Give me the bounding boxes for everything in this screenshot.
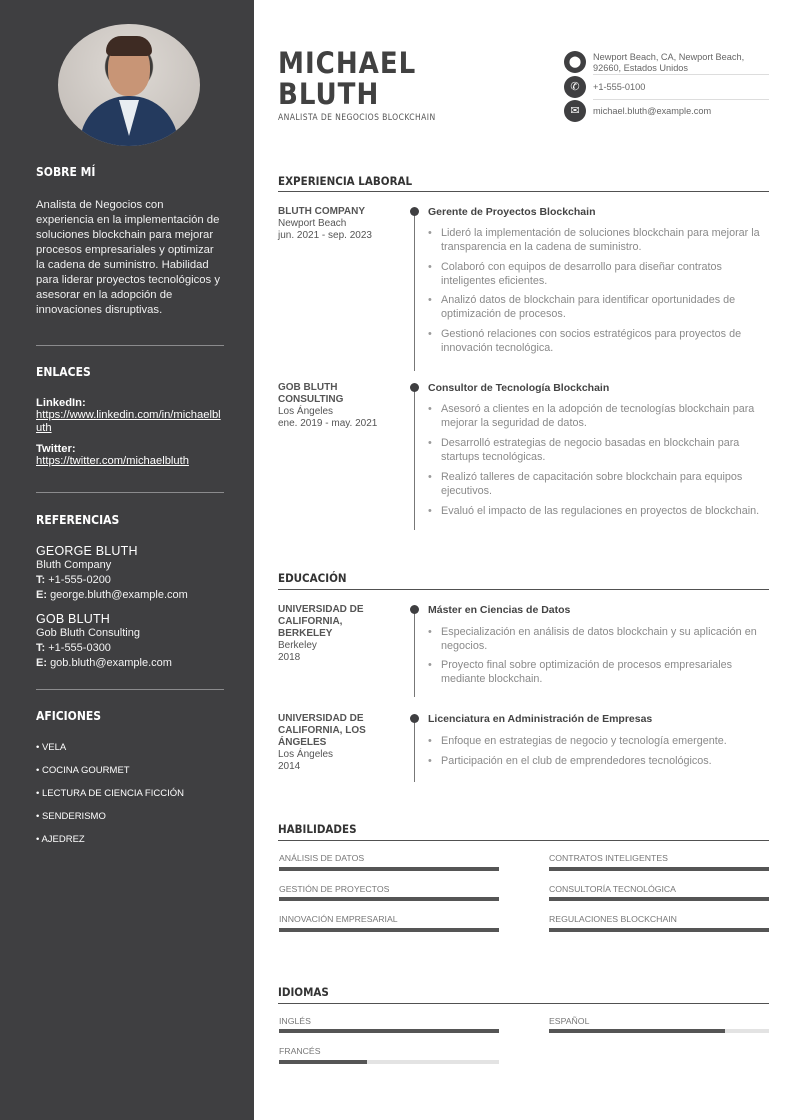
reference-phone-label: T:	[36, 642, 46, 654]
skill-bar	[279, 867, 499, 871]
reference-phone: +1-555-0200	[48, 574, 111, 586]
job-company: BLUTH COMPANY	[278, 206, 366, 217]
job-location: Los Ángeles	[278, 406, 334, 417]
reference-item	[36, 612, 224, 671]
timeline-dot	[410, 383, 419, 392]
job-dates: jun. 2021 - sep. 2023	[278, 230, 372, 241]
skill-label: INNOVACIÓN EMPRESARIAL	[279, 914, 398, 924]
phone-icon: ✆	[564, 76, 586, 98]
contact-email	[564, 100, 769, 124]
references-heading: REFERENCIAS	[36, 513, 120, 527]
twitter-link[interactable]: https://twitter.com/michaelbluth	[36, 455, 189, 467]
skill-bar	[279, 897, 499, 901]
timeline-dot	[410, 605, 419, 614]
timeline-line	[414, 718, 415, 782]
job-bullet: • Desarrolló estrategias de negocio basadas en blockchain para startups tecnológicas.	[428, 437, 768, 464]
language-bar-fill	[279, 1029, 499, 1033]
hobby-item: • SENDERISMO	[36, 811, 106, 822]
language-label: INGLÉS	[279, 1016, 311, 1026]
about-section	[36, 165, 224, 318]
skill-bar-fill	[549, 867, 769, 871]
skill-label: GESTIÓN DE PROYECTOS	[279, 884, 390, 894]
timeline-line	[414, 211, 415, 371]
language-bar	[279, 1029, 499, 1033]
skill-bar	[549, 897, 769, 901]
skills-heading: HABILIDADES	[278, 822, 357, 836]
job-dates: ene. 2019 - may. 2021	[278, 418, 378, 429]
language-label: FRANCÉS	[279, 1046, 321, 1056]
reference-email: george.bluth@example.com	[50, 589, 188, 601]
education-school: UNIVERSIDAD DE CALIFORNIA, LOS ÁNGELES	[278, 713, 366, 748]
sidebar-divider	[36, 345, 224, 346]
hobby-item: • COCINA GOURMET	[36, 765, 130, 776]
skill-bar-fill	[279, 897, 499, 901]
job-bullet: • Evaluó el impacto de las regulaciones en proyectos de blockchain.	[428, 505, 768, 519]
language-bar	[279, 1060, 499, 1064]
language-bar-fill	[279, 1060, 367, 1064]
job-bullet: • Realizó talleres de capacitación sobre blockchain para equipos ejecutivos.	[428, 471, 768, 498]
reference-name: GEORGE BLUTH	[36, 544, 138, 558]
contact-address	[564, 51, 769, 75]
links-section	[36, 365, 224, 468]
skill-label: CONSULTORÍA TECNOLÓGICA	[549, 884, 676, 894]
reference-company: Bluth Company	[36, 559, 112, 571]
sidebar-divider	[36, 689, 224, 690]
job-company: GOB BLUTH CONSULTING	[278, 382, 344, 405]
references-section	[36, 513, 224, 671]
reference-phone-label: T:	[36, 574, 46, 586]
name-line-2: BLUTH	[278, 77, 380, 111]
name-line-1: MICHAEL	[278, 46, 417, 80]
reference-email-label: E:	[36, 657, 47, 669]
education-meta	[278, 713, 398, 773]
about-heading: SOBRE MÍ	[36, 165, 96, 179]
reference-email-label: E:	[36, 589, 47, 601]
skill-bar	[279, 928, 499, 932]
education-school: UNIVERSIDAD DE CALIFORNIA, BERKELEY	[278, 604, 364, 639]
languages-heading: IDIOMAS	[278, 985, 329, 999]
about-text: Analista de Negocios con experiencia en la implementación de soluciones blockchain para mejorar procesos empresariales y optimizar la cadena de suministro. Habilidad para liderar proyectos tecnológicos y asesorar en la adopción de innovaciones disruptivas.	[36, 199, 220, 316]
hobbies-section	[36, 709, 224, 851]
skill-bar-fill	[549, 897, 769, 901]
education-location: Los Ángeles	[278, 749, 334, 760]
hobby-item: • LECTURA DE CIENCIA FICCIÓN	[36, 788, 184, 799]
reference-name: GOB BLUTH	[36, 612, 111, 626]
job-meta	[278, 382, 398, 430]
location-icon: ⬤	[564, 51, 586, 73]
education-degree: Licenciatura en Administración de Empresas	[428, 713, 653, 725]
skill-bar-fill	[549, 928, 769, 932]
sidebar	[0, 0, 254, 1120]
contact-phone	[564, 76, 769, 100]
section-rule	[278, 840, 769, 841]
timeline-dot	[410, 714, 419, 723]
hobby-item: • AJEDREZ	[36, 834, 85, 845]
twitter-label: Twitter:	[36, 443, 76, 455]
linkedin-label: LinkedIn:	[36, 397, 86, 409]
hobbies-heading: AFICIONES	[36, 709, 102, 723]
education-bullet: • Especialización en análisis de datos blockchain y su aplicación en negocios.	[428, 626, 768, 653]
section-rule	[278, 1003, 769, 1004]
job-meta	[278, 206, 398, 242]
skill-bar-fill	[279, 928, 499, 932]
education-year: 2018	[278, 652, 301, 663]
person-name	[278, 48, 416, 110]
photo-hair	[106, 36, 152, 56]
skill-bar-fill	[279, 867, 499, 871]
contact-address-text: Newport Beach, CA, Newport Beach, 92660, Estados Unidos	[593, 52, 745, 73]
reference-email: gob.bluth@example.com	[50, 657, 172, 669]
job-location: Newport Beach	[278, 218, 347, 229]
skill-label: REGULACIONES BLOCKCHAIN	[549, 914, 677, 924]
timeline-dot	[410, 207, 419, 216]
language-bar	[549, 1029, 769, 1033]
section-rule	[278, 191, 769, 192]
job-bullet: • Lideró la implementación de soluciones blockchain para mejorar la transparencia en la cadena de suministro.	[428, 227, 768, 254]
job-role: Consultor de Tecnología Blockchain	[428, 382, 610, 394]
language-bar-fill	[549, 1029, 725, 1033]
job-bullet: • Colaboró con equipos de desarrollo para diseñar contratos inteligentes eficientes.	[428, 261, 768, 288]
timeline-line	[414, 387, 415, 530]
hobby-item: • VELA	[36, 742, 67, 753]
contact-divider	[593, 74, 769, 75]
contact-email-text: michael.bluth@example.com	[593, 106, 712, 116]
job-title: ANALISTA DE NEGOCIOS BLOCKCHAIN	[278, 113, 436, 123]
education-degree: Máster en Ciencias de Datos	[428, 604, 571, 616]
reference-phone: +1-555-0300	[48, 642, 111, 654]
job-bullet: • Analizó datos de blockchain para identificar oportunidades de optimización de procesos.	[428, 294, 768, 321]
skill-bar	[549, 928, 769, 932]
skill-label: ANÁLISIS DE DATOS	[279, 853, 365, 863]
timeline-line	[414, 609, 415, 697]
experience-heading: EXPERIENCIA LABORAL	[278, 174, 413, 188]
education-meta	[278, 604, 398, 664]
job-role: Gerente de Proyectos Blockchain	[428, 206, 596, 218]
links-heading: ENLACES	[36, 365, 91, 379]
job-bullet: • Asesoró a clientes en la adopción de tecnologías blockchain para mejorar la seguridad de datos.	[428, 403, 768, 430]
education-bullet: • Enfoque en estrategias de negocio y tecnología emergente.	[428, 735, 768, 749]
reference-company: Gob Bluth Consulting	[36, 627, 140, 639]
contact-phone-text: +1-555-0100	[593, 82, 646, 92]
education-location: Berkeley	[278, 640, 317, 651]
education-year: 2014	[278, 761, 301, 772]
profile-photo	[58, 24, 200, 146]
email-icon: ✉	[564, 100, 586, 122]
education-bullet: • Proyecto final sobre optimización de procesos empresariales mediante blockchain.	[428, 659, 768, 686]
job-bullet: • Gestionó relaciones con socios estratégicos para proyectos de innovación tecnológica.	[428, 328, 768, 355]
section-rule	[278, 589, 769, 590]
education-bullet: • Participación en el club de emprendedores tecnológicos.	[428, 755, 768, 769]
skill-bar	[549, 867, 769, 871]
language-label: ESPAÑOL	[549, 1016, 590, 1026]
sidebar-divider	[36, 492, 224, 493]
linkedin-link[interactable]: https://www.linkedin.com/in/michaelbluth	[36, 409, 221, 434]
skill-label: CONTRATOS INTELIGENTES	[549, 853, 668, 863]
education-heading: EDUCACIÓN	[278, 571, 347, 585]
reference-item	[36, 544, 224, 603]
